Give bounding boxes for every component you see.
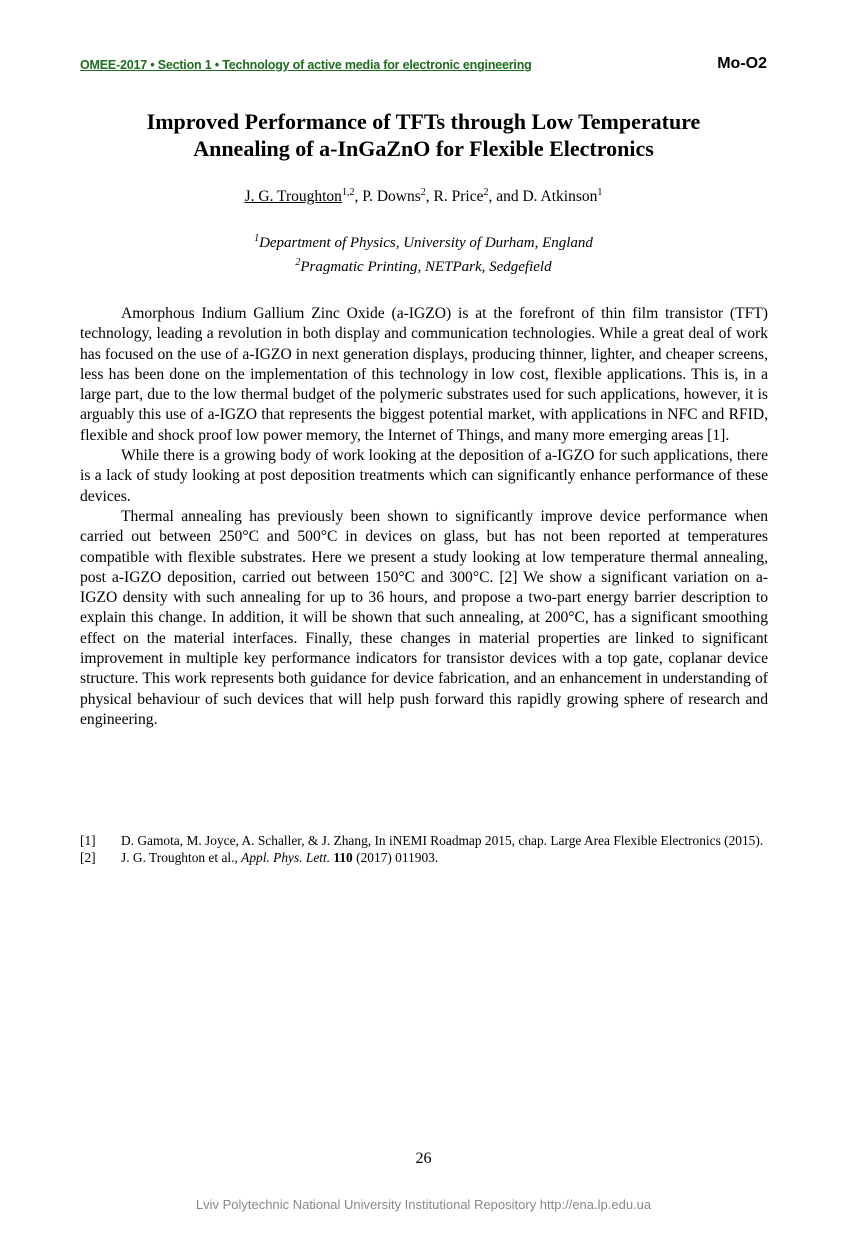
author: P. Downs	[362, 188, 421, 206]
affiliation	[0, 229, 847, 253]
paragraph: Thermal annealing has previously been shown to significantly improve device performance when carried out between 250°C and 500°C in devices on glass, but has not been reported at temperatures compatible with flexible substrates. Here we present a study looking at low temperature thermal annealing, post a-IGZO deposition, carried out between 150°C and 300°C. [2] We show a significant variation on a-IGZO density with such annealing for up to 36 hours, and propose a two-part energy barrier description to explain this change. In addition, it will be shown that such annealing, at 200°C, has a significant smoothing effect on the material interfaces. Finally, these changes in material properties are linked to significant improvement in multiple key performance indicators for transistor devices with a top gate, coplanar device structure. This work represents both guidance for device fabrication, and an enhancement in understanding of physical behaviour of such devices that will help push forward this rapidly growing sphere of research and engineering.	[80, 507, 768, 728]
ref-text	[121, 849, 768, 866]
author-list	[0, 187, 847, 206]
ref-volume: 110	[333, 850, 353, 865]
ref-year: (2017) 011903.	[352, 850, 439, 865]
author-sup: 2	[483, 187, 489, 198]
author-sup: 2	[420, 187, 426, 198]
ref-authors: J. G. Troughton et al.,	[121, 850, 242, 865]
reference-item	[80, 849, 768, 866]
sep: ,	[354, 188, 363, 206]
paper-code: Mo-O2	[717, 55, 767, 72]
sep: , and	[488, 188, 523, 206]
author: J. G. Troughton	[244, 188, 342, 206]
reference-item	[80, 832, 768, 849]
author: D. Atkinson	[522, 188, 598, 206]
aff-sup: 2	[295, 257, 301, 268]
title-line: Improved Performance of TFTs through Low Temperature	[146, 109, 701, 134]
affiliation	[0, 253, 847, 277]
author: R. Price	[433, 188, 484, 206]
affiliations	[0, 229, 847, 277]
paragraph: Amorphous Indium Gallium Zinc Oxide (a-IGZO) is at the forefront of thin film transistor (TFT) technology, leading a revolution in both display and communication technologies. While a great deal of work has focused on the use of a-IGZO in next generation displays, producing thinner, lighter, and cheaper screens, less has been done on the implementation of this technology in low cost, flexible applications. This is, in a large part, due to the low thermal budget of the polymeric substrates used for such applications, however, it is arguably this use of a-IGZO that represents the biggest potential market, with applications in NFC and RFID, flexible and shock proof low power memory, the Internet of Things, and many more emerging areas [1].	[80, 305, 768, 444]
aff-sup: 1	[254, 233, 260, 244]
paragraph: While there is a growing body of work looking at the deposition of a-IGZO for such applications, there is a lack of study looking at post deposition treatments which can significantly enhance performance of these devices.	[80, 447, 768, 505]
author-sup: 1	[597, 187, 603, 198]
title-line: Annealing of a-InGaZnO for Flexible Electronics	[193, 136, 654, 161]
repository-footer: Lviv Polytechnic National University Institutional Repository http://ena.lp.edu.ua	[195, 1197, 652, 1212]
page-number: 26	[415, 1150, 432, 1167]
ref-num: [1]	[80, 833, 96, 848]
sep: ,	[425, 188, 434, 206]
paper-title	[0, 108, 847, 162]
running-header: OMEE-2017 • Section 1 • Technology of active media for electronic engineering	[80, 58, 532, 72]
author-sup: 1,2	[341, 187, 355, 198]
aff-text: Department of Physics, University of Durham, England	[259, 235, 593, 251]
ref-journal: Appl. Phys. Lett.	[241, 850, 331, 865]
abstract-body	[80, 304, 768, 730]
ref-text: D. Gamota, M. Joyce, A. Schaller, & J. Zhang, In iNEMI Roadmap 2015, chap. Large Area Flexible Electronics (2015).	[121, 833, 764, 848]
aff-text: Pragmatic Printing, NETPark, Sedgefield	[300, 259, 552, 275]
references	[80, 832, 768, 866]
ref-num: [2]	[80, 850, 96, 865]
